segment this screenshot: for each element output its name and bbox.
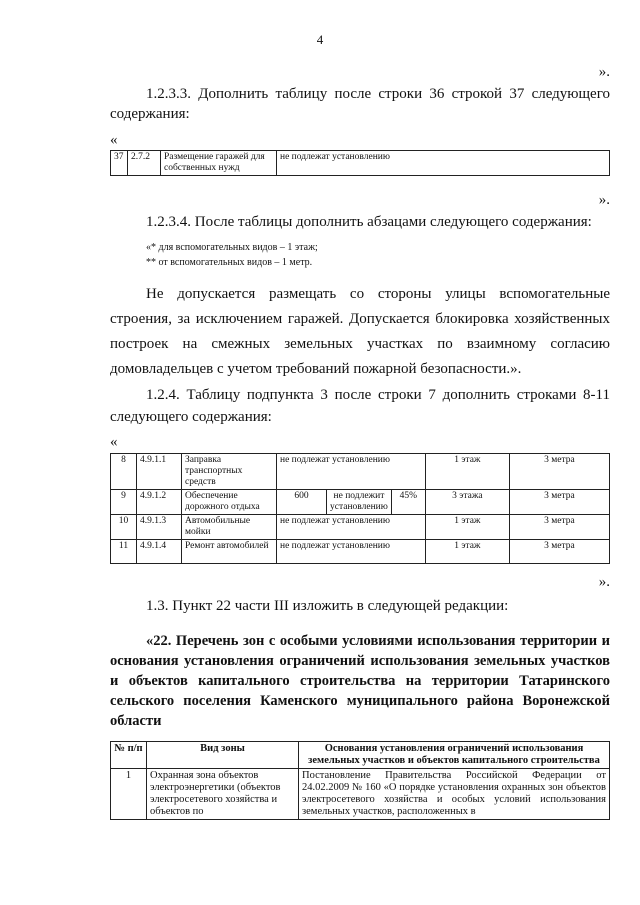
closing-quote: ». (598, 574, 610, 590)
table-cell-num: 9 (111, 490, 137, 515)
table-cell-num: 1 (111, 769, 147, 820)
column-header-number: № п/п (111, 742, 147, 769)
table-cell-code: 2.7.2 (128, 151, 161, 176)
footnote-2: ** от вспомогательных видов – 1 метр. (146, 257, 313, 268)
opening-quote: « (110, 132, 118, 148)
table-cell-name: Автомобильные мойки (182, 515, 277, 540)
table-cell-distance: 3 метра (509, 515, 609, 540)
table-rows-8-11 (110, 453, 610, 564)
table-cell-num: 11 (111, 540, 137, 564)
table-row (111, 454, 610, 490)
zones-table (110, 741, 610, 820)
table-cell-num: 37 (111, 151, 128, 176)
table-cell-code: 4.9.1.1 (137, 454, 182, 490)
table-header-row (111, 742, 610, 769)
table-cell-value: не подлежат установлению (277, 515, 426, 540)
table-cell-code: 4.9.1.3 (137, 515, 182, 540)
paragraph-garages: Не допускается размещать со стороны улицы вспомогательные строения, за исключением гаражей. Допускается блокировка хозяйственных построек на смежных земельных участках по взаимному согласию домовладельцев с учетом требований пожарной безопасности.». (110, 286, 610, 377)
table-cell-value: не подлежат установлению (277, 151, 610, 176)
table-cell-value: не подлежат установлению (277, 454, 426, 490)
table-cell-num: 10 (111, 515, 137, 540)
page-number: 4 (316, 32, 324, 47)
table-cell-distance: 3 метра (509, 490, 609, 515)
table-cell-distance: 3 метра (509, 454, 609, 490)
table-row-37 (110, 150, 610, 176)
table-cell-limit: не подлежит установлению (327, 490, 392, 515)
heading-item-22: «22. Перечень зон с особыми условиями использования территории и основания установления ограничений использования земельных участков и объектов капитального строительства на территории Татаринского сельского поселения Каменского муниципального района Воронежской области (110, 633, 610, 729)
table-cell-floors: 1 этаж (425, 454, 509, 490)
table-cell-floors: 1 этаж (425, 515, 509, 540)
table-cell-name: Заправка транспортных средств (182, 454, 277, 490)
table-cell-code: 4.9.1.4 (137, 540, 182, 564)
table-cell-area: 600 (277, 490, 327, 515)
closing-quote: ». (598, 192, 610, 208)
paragraph-1-3: 1.3. Пункт 22 части III изложить в следующей редакции: (146, 598, 509, 614)
table-row (111, 540, 610, 564)
table-cell-distance: 3 метра (509, 540, 609, 564)
footnote-1: «* для вспомогательных видов – 1 этаж; (146, 242, 318, 253)
paragraph-1-2-4: 1.2.4. Таблицу подпункта 3 после строки 7 дополнить строками 8-11 следующего содержания: (110, 387, 610, 425)
table-cell-basis: Постановление Правительства Российской Федерации от 24.02.2009 № 160 «О порядке установления охранных зон объектов электросетевого хозяйства и особых условий использования земельных участков, расположенных в (299, 769, 610, 820)
table-row (111, 769, 610, 820)
table-row (111, 151, 610, 176)
column-header-basis: Основания установления ограничений использования земельных участков и объектов капитального строительства (299, 742, 610, 769)
table-cell-value: не подлежат установлению (277, 540, 426, 564)
paragraph-1-2-3-4: 1.2.3.4. После таблицы дополнить абзацами следующего содержания: (146, 214, 592, 230)
table-cell-zone: Охранная зона объектов электроэнергетики (объектов электросетевого хозяйства и объектов по (147, 769, 299, 820)
table-cell-name: Ремонт автомобилей (182, 540, 277, 564)
table-cell-percent: 45% (391, 490, 425, 515)
table-cell-num: 8 (111, 454, 137, 490)
opening-quote: « (110, 434, 118, 450)
table-row (111, 515, 610, 540)
table-cell-floors: 1 этаж (425, 540, 509, 564)
table-cell-name: Обеспечение дорожного отдыха (182, 490, 277, 515)
table-cell-floors: 3 этажа (425, 490, 509, 515)
column-header-zone-type: Вид зоны (147, 742, 299, 769)
closing-quote: ». (598, 64, 610, 80)
paragraph-1-2-3-3: 1.2.3.3. Дополнить таблицу после строки 36 строкой 37 следующего содержания: (110, 86, 610, 122)
table-row (111, 490, 610, 515)
table-cell-code: 4.9.1.2 (137, 490, 182, 515)
table-cell-name: Размещение гаражей для собственных нужд (161, 151, 277, 176)
